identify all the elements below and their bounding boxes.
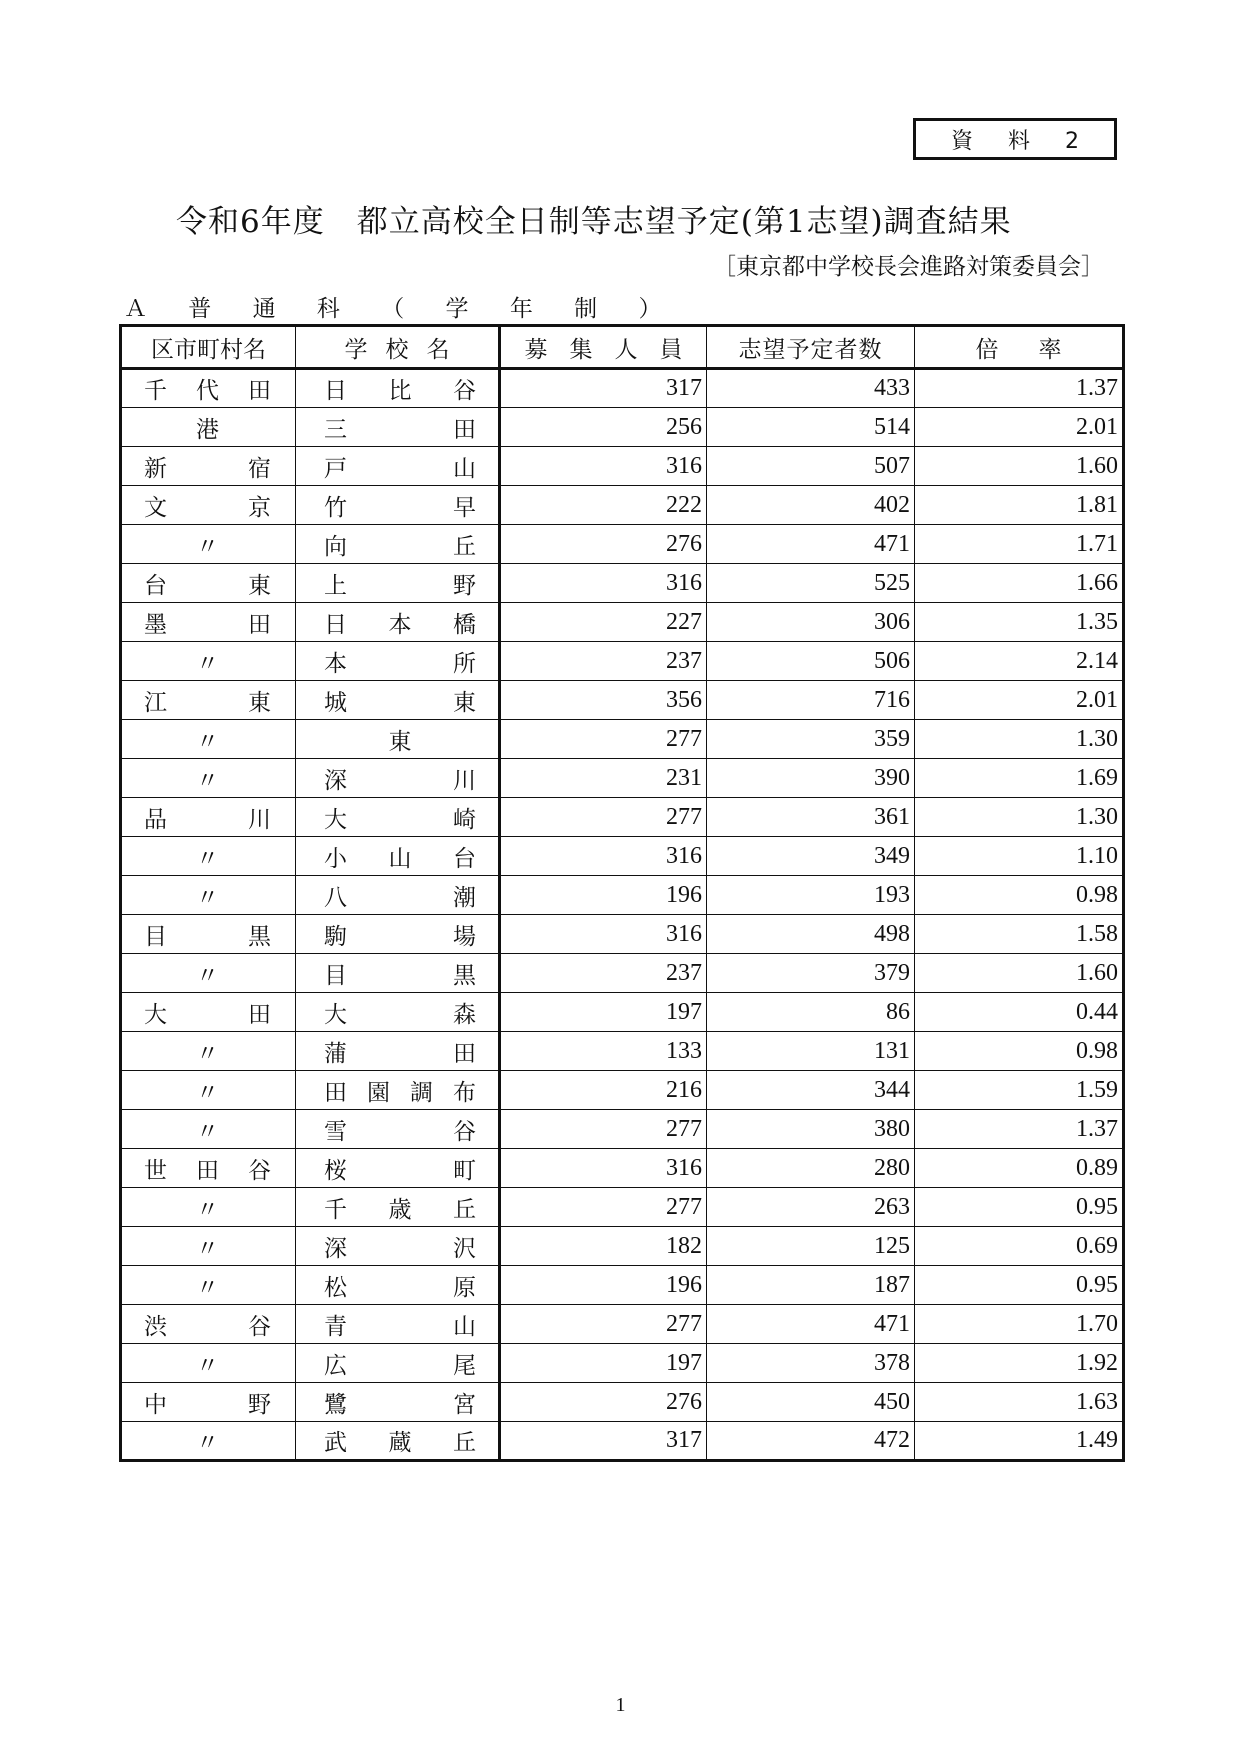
- school-cell: [296, 876, 500, 915]
- ratio-cell: 1.37: [915, 1110, 1124, 1149]
- ratio-cell: 1.30: [915, 720, 1124, 759]
- ratio-cell: 1.59: [915, 1071, 1124, 1110]
- school-cell: [296, 759, 500, 798]
- table-row: [121, 1266, 1124, 1305]
- table-row: [121, 798, 1124, 837]
- applicants-cell: 525: [707, 564, 915, 603]
- capacity-cell: 196: [500, 1266, 707, 1305]
- capacity-cell: 276: [500, 525, 707, 564]
- ward-cell: [121, 1305, 296, 1344]
- table-row: [121, 1383, 1124, 1422]
- school-name: 千 歳 丘: [324, 1196, 476, 1223]
- school-name: 田 園 調 布: [324, 1079, 476, 1106]
- ward-name: 〃: [196, 650, 219, 677]
- applicants-cell: 131: [707, 1032, 915, 1071]
- table-row: [121, 1032, 1124, 1071]
- ratio-cell: 2.01: [915, 408, 1124, 447]
- school-name: 大 崎: [324, 806, 476, 833]
- ward-cell: [121, 369, 296, 408]
- ratio-cell: 1.66: [915, 564, 1124, 603]
- ward-cell: [121, 915, 296, 954]
- table-row: [121, 408, 1124, 447]
- school-name: 上 野: [324, 572, 476, 599]
- applicants-cell: 472: [707, 1422, 915, 1461]
- applicants-cell: 716: [707, 681, 915, 720]
- school-name: 雪 谷: [324, 1118, 476, 1145]
- table-row: [121, 876, 1124, 915]
- capacity-cell: 316: [500, 1149, 707, 1188]
- capacity-cell: 222: [500, 486, 707, 525]
- school-cell: [296, 447, 500, 486]
- capacity-cell: 277: [500, 1305, 707, 1344]
- capacity-cell: 231: [500, 759, 707, 798]
- ratio-cell: 0.98: [915, 876, 1124, 915]
- ward-cell: [121, 486, 296, 525]
- ward-name: 〃: [196, 845, 219, 872]
- ward-cell: [121, 993, 296, 1032]
- school-name: 向 丘: [324, 533, 476, 560]
- school-name: 青 山: [324, 1313, 476, 1340]
- ward-cell: [121, 603, 296, 642]
- table-row: [121, 837, 1124, 876]
- table-row: [121, 1305, 1124, 1344]
- table-row: [121, 1227, 1124, 1266]
- ward-cell: [121, 954, 296, 993]
- ratio-cell: 0.98: [915, 1032, 1124, 1071]
- ratio-cell: 1.69: [915, 759, 1124, 798]
- school-name: 竹 早: [324, 494, 476, 521]
- table-row: [121, 954, 1124, 993]
- school-cell: [296, 1227, 500, 1266]
- school-cell: [296, 603, 500, 642]
- ward-name: 中 野: [144, 1391, 271, 1418]
- header-ward: 区市町村名: [121, 326, 296, 369]
- table-row: [121, 993, 1124, 1032]
- table-row: [121, 1149, 1124, 1188]
- ward-cell: [121, 564, 296, 603]
- ward-name: 渋 谷: [144, 1313, 271, 1340]
- table-row: [121, 1188, 1124, 1227]
- ward-cell: [121, 681, 296, 720]
- table-row: [121, 564, 1124, 603]
- ward-cell: [121, 408, 296, 447]
- ratio-cell: 2.01: [915, 681, 1124, 720]
- header-school: 学校名: [296, 326, 500, 369]
- capacity-cell: 356: [500, 681, 707, 720]
- capacity-cell: 237: [500, 954, 707, 993]
- ward-name: 〃: [196, 1430, 219, 1456]
- ward-name: 台 東: [144, 572, 271, 599]
- applicants-cell: 380: [707, 1110, 915, 1149]
- school-cell: [296, 915, 500, 954]
- applicants-cell: 125: [707, 1227, 915, 1266]
- applicants-cell: 450: [707, 1383, 915, 1422]
- capacity-cell: 316: [500, 447, 707, 486]
- school-cell: [296, 837, 500, 876]
- ward-name: 港: [196, 416, 219, 443]
- capacity-cell: 197: [500, 1344, 707, 1383]
- school-name: 戸 山: [324, 455, 476, 482]
- ratio-cell: 1.81: [915, 486, 1124, 525]
- school-name: 本 所: [324, 650, 476, 677]
- ward-name: 〃: [196, 533, 219, 560]
- applicants-cell: 349: [707, 837, 915, 876]
- ward-name: 世 田 谷: [144, 1157, 271, 1184]
- table-row: [121, 369, 1124, 408]
- ward-name: 千 代 田: [144, 378, 271, 404]
- ratio-cell: 0.95: [915, 1188, 1124, 1227]
- ward-name: 〃: [196, 1274, 219, 1301]
- applicants-cell: 193: [707, 876, 915, 915]
- applicants-cell: 280: [707, 1149, 915, 1188]
- school-name: 小 山 台: [324, 845, 476, 872]
- ratio-cell: 0.69: [915, 1227, 1124, 1266]
- table-row: [121, 525, 1124, 564]
- capacity-cell: 316: [500, 837, 707, 876]
- ward-cell: [121, 525, 296, 564]
- school-cell: [296, 1188, 500, 1227]
- ratio-cell: 1.58: [915, 915, 1124, 954]
- applicants-cell: 506: [707, 642, 915, 681]
- applicants-cell: 402: [707, 486, 915, 525]
- ward-name: 〃: [196, 1118, 219, 1145]
- applicants-cell: 514: [707, 408, 915, 447]
- school-cell: [296, 1305, 500, 1344]
- applicants-cell: 390: [707, 759, 915, 798]
- ward-name: 〃: [196, 1352, 219, 1379]
- ward-cell: [121, 1032, 296, 1071]
- capacity-cell: 256: [500, 408, 707, 447]
- school-name: 駒 場: [324, 923, 476, 950]
- applicants-cell: 498: [707, 915, 915, 954]
- ward-name: 新 宿: [144, 455, 271, 482]
- ward-name: 大 田: [144, 1001, 271, 1028]
- ratio-cell: 1.35: [915, 603, 1124, 642]
- ward-cell: [121, 759, 296, 798]
- ward-cell: [121, 642, 296, 681]
- ward-cell: [121, 837, 296, 876]
- ratio-cell: 1.37: [915, 369, 1124, 408]
- document-label: 資 料 2: [913, 118, 1117, 160]
- capacity-cell: 277: [500, 1110, 707, 1149]
- school-name: 鷺 宮: [324, 1391, 476, 1418]
- ratio-cell: 1.10: [915, 837, 1124, 876]
- table-row: [121, 720, 1124, 759]
- applicants-cell: 378: [707, 1344, 915, 1383]
- school-cell: [296, 1422, 500, 1461]
- applicants-cell: 507: [707, 447, 915, 486]
- school-name: 日 本 橋: [324, 611, 476, 638]
- school-cell: [296, 1344, 500, 1383]
- table-row: [121, 915, 1124, 954]
- capacity-cell: 227: [500, 603, 707, 642]
- ward-cell: [121, 798, 296, 837]
- school-cell: [296, 1032, 500, 1071]
- school-cell: [296, 1149, 500, 1188]
- ward-cell: [121, 1110, 296, 1149]
- school-name: 広 尾: [324, 1352, 476, 1379]
- ratio-cell: 1.70: [915, 1305, 1124, 1344]
- ward-name: 江 東: [144, 689, 271, 716]
- table-row: [121, 603, 1124, 642]
- table-row: [121, 1422, 1124, 1461]
- capacity-cell: 196: [500, 876, 707, 915]
- school-name: 八 潮: [324, 884, 476, 911]
- ward-name: 目 黒: [144, 923, 271, 950]
- ward-cell: [121, 1071, 296, 1110]
- capacity-cell: 182: [500, 1227, 707, 1266]
- ratio-cell: 1.92: [915, 1344, 1124, 1383]
- school-name: 日 比 谷: [324, 378, 476, 404]
- school-name: 蒲 田: [324, 1040, 476, 1067]
- ward-name: 〃: [196, 962, 219, 989]
- school-name: 松 原: [324, 1274, 476, 1301]
- table-row: [121, 759, 1124, 798]
- school-cell: [296, 1110, 500, 1149]
- capacity-cell: 133: [500, 1032, 707, 1071]
- ward-cell: [121, 1383, 296, 1422]
- applicants-cell: 187: [707, 1266, 915, 1305]
- capacity-cell: 197: [500, 993, 707, 1032]
- capacity-cell: 277: [500, 720, 707, 759]
- school-cell: [296, 642, 500, 681]
- table-row: [121, 681, 1124, 720]
- school-cell: [296, 408, 500, 447]
- ward-name: 〃: [196, 728, 219, 755]
- school-cell: [296, 798, 500, 837]
- ward-cell: [121, 1227, 296, 1266]
- ward-cell: [121, 1422, 296, 1461]
- applicants-cell: 86: [707, 993, 915, 1032]
- applicants-cell: 471: [707, 525, 915, 564]
- school-cell: [296, 1071, 500, 1110]
- table-row: [121, 1110, 1124, 1149]
- table-header-row: [121, 326, 1124, 369]
- applicants-cell: 433: [707, 369, 915, 408]
- ward-cell: [121, 1149, 296, 1188]
- school-cell: [296, 564, 500, 603]
- table-row: [121, 1344, 1124, 1383]
- applicants-cell: 379: [707, 954, 915, 993]
- school-name: 城 東: [324, 689, 476, 716]
- ratio-cell: 1.71: [915, 525, 1124, 564]
- applicants-cell: 359: [707, 720, 915, 759]
- capacity-cell: 317: [500, 369, 707, 408]
- school-name: 深 沢: [324, 1235, 476, 1262]
- applicants-cell: 361: [707, 798, 915, 837]
- table-body: [121, 369, 1124, 1461]
- capacity-cell: 316: [500, 915, 707, 954]
- capacity-cell: 316: [500, 564, 707, 603]
- ward-cell: [121, 1266, 296, 1305]
- table-row: [121, 642, 1124, 681]
- ward-cell: [121, 1344, 296, 1383]
- table-row: [121, 447, 1124, 486]
- school-name: 桜 町: [324, 1157, 476, 1184]
- ward-name: 〃: [196, 1235, 219, 1262]
- ward-name: 墨 田: [144, 611, 271, 638]
- ratio-cell: 1.30: [915, 798, 1124, 837]
- applicants-cell: 344: [707, 1071, 915, 1110]
- ward-name: 〃: [196, 1196, 219, 1223]
- header-ratio: 倍率: [915, 326, 1124, 369]
- ward-cell: [121, 1188, 296, 1227]
- school-name: 東: [388, 728, 412, 755]
- page-title: 令和6年度 都立高校全日制等志望予定(第1志望)調査結果: [176, 204, 1012, 240]
- ratio-cell: 1.60: [915, 447, 1124, 486]
- school-name: 大 森: [324, 1001, 476, 1028]
- ratio-cell: 0.89: [915, 1149, 1124, 1188]
- school-cell: [296, 720, 500, 759]
- results-table: [119, 324, 1125, 1462]
- school-name: 三 田: [324, 416, 476, 443]
- ratio-cell: 2.14: [915, 642, 1124, 681]
- school-cell: [296, 486, 500, 525]
- table-row: [121, 486, 1124, 525]
- capacity-cell: 276: [500, 1383, 707, 1422]
- applicants-cell: 306: [707, 603, 915, 642]
- ward-cell: [121, 720, 296, 759]
- table-row: [121, 1071, 1124, 1110]
- header-capacity: 募集人員: [500, 326, 707, 369]
- page-number: 1: [615, 1694, 626, 1716]
- ratio-cell: 1.60: [915, 954, 1124, 993]
- school-cell: [296, 369, 500, 408]
- school-cell: [296, 681, 500, 720]
- school-name: 武 蔵 丘: [324, 1430, 476, 1456]
- capacity-cell: 277: [500, 798, 707, 837]
- ratio-cell: 0.44: [915, 993, 1124, 1032]
- ward-cell: [121, 876, 296, 915]
- section-heading: Ａ 普 通 科 （ 学 年 制 ）: [124, 296, 679, 322]
- ward-name: 品 川: [144, 806, 271, 833]
- ratio-cell: 1.63: [915, 1383, 1124, 1422]
- school-name: 目 黒: [324, 962, 476, 989]
- ratio-cell: 1.49: [915, 1422, 1124, 1461]
- school-cell: [296, 525, 500, 564]
- header-applicants: 志望予定者数: [707, 326, 915, 369]
- school-cell: [296, 1383, 500, 1422]
- ward-name: 〃: [196, 767, 219, 794]
- school-cell: [296, 1266, 500, 1305]
- school-cell: [296, 954, 500, 993]
- capacity-cell: 317: [500, 1422, 707, 1461]
- applicants-cell: 263: [707, 1188, 915, 1227]
- ratio-cell: 0.95: [915, 1266, 1124, 1305]
- ward-cell: [121, 447, 296, 486]
- capacity-cell: 277: [500, 1188, 707, 1227]
- applicants-cell: 471: [707, 1305, 915, 1344]
- school-cell: [296, 993, 500, 1032]
- school-name: 深 川: [324, 767, 476, 794]
- capacity-cell: 216: [500, 1071, 707, 1110]
- capacity-cell: 237: [500, 642, 707, 681]
- ward-name: 〃: [196, 884, 219, 911]
- ward-name: 〃: [196, 1040, 219, 1067]
- ward-name: 〃: [196, 1079, 219, 1106]
- ward-name: 文 京: [144, 494, 271, 521]
- organization-label: ［東京都中学校長会進路対策委員会］: [713, 254, 1104, 280]
